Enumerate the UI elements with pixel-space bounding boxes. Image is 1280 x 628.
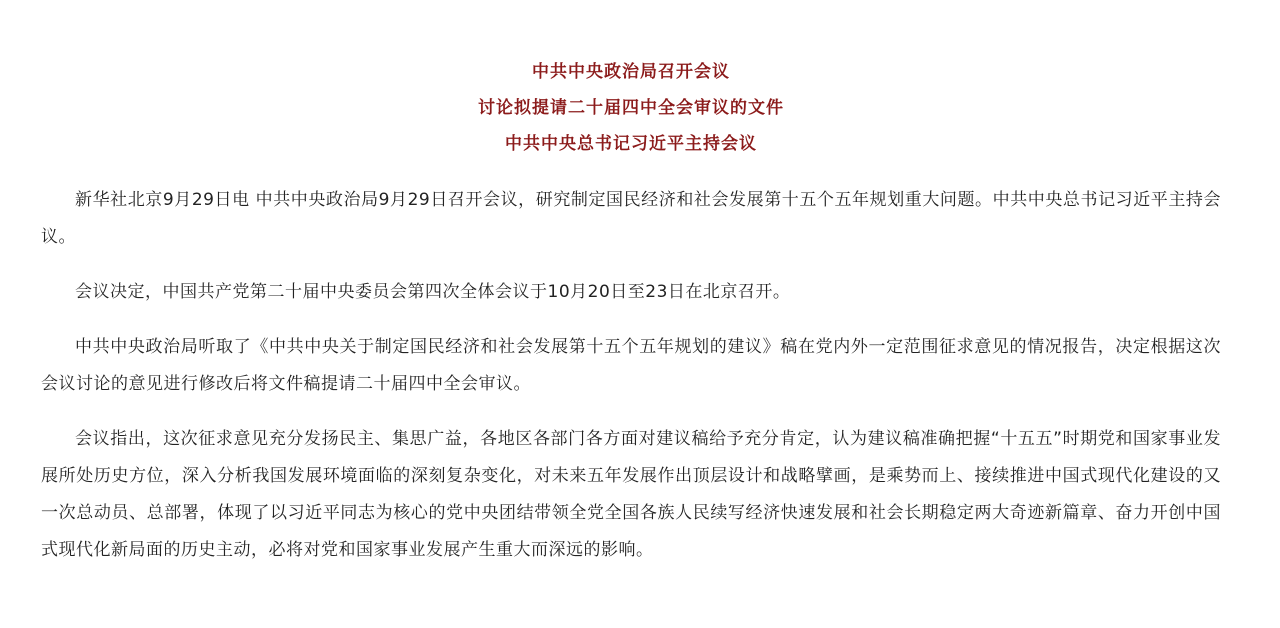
- sub-headline: 中共中央总书记习近平主持会议: [505, 134, 757, 154]
- headline-block: [41, 54, 1221, 162]
- article-paragraph: 新华社北京9月29日电 中共中央政治局9月29日召开会议，研究制定国民经济和社会发展第十五个五年规划重大问题。中共中央总书记习近平主持会议。: [41, 190, 1221, 247]
- article: [41, 54, 1221, 587]
- main-headline: 中共中央政治局召开会议: [532, 62, 730, 82]
- article-paragraph: 会议决定，中国共产党第二十届中央委员会第四次全体会议于10月20日至23日在北京召开。: [75, 282, 791, 302]
- article-paragraph: 会议指出，这次征求意见充分发扬民主、集思广益，各地区各部门各方面对建议稿给予充分肯定，认为建议稿准确把握“十五五”时期党和国家事业发展所处历史方位，深入分析我国发展环境面临的深刻复杂变化，对未来五年发展作出顶层设计和战略擘画，是乘势而上、接续推进中国式现代化建设的又一次总动员、总部署，体现了以习近平同志为核心的党中央团结带领全党全国各族人民续写经济快速发展和社会长期稳定两大奇迹新篇章、奋力开创中国式现代化新局面的历史主动，必将对党和国家事业发展产生重大而深远的影响。: [41, 429, 1221, 560]
- article-paragraph: 中共中央政治局听取了《中共中央关于制定国民经济和社会发展第十五个五年规划的建议》稿在党内外一定范围征求意见的情况报告，决定根据这次会议讨论的意见进行修改后将文件稿提请二十届四中全会审议。: [41, 337, 1221, 394]
- sub-headline: 讨论拟提请二十届四中全会审议的文件: [478, 98, 784, 118]
